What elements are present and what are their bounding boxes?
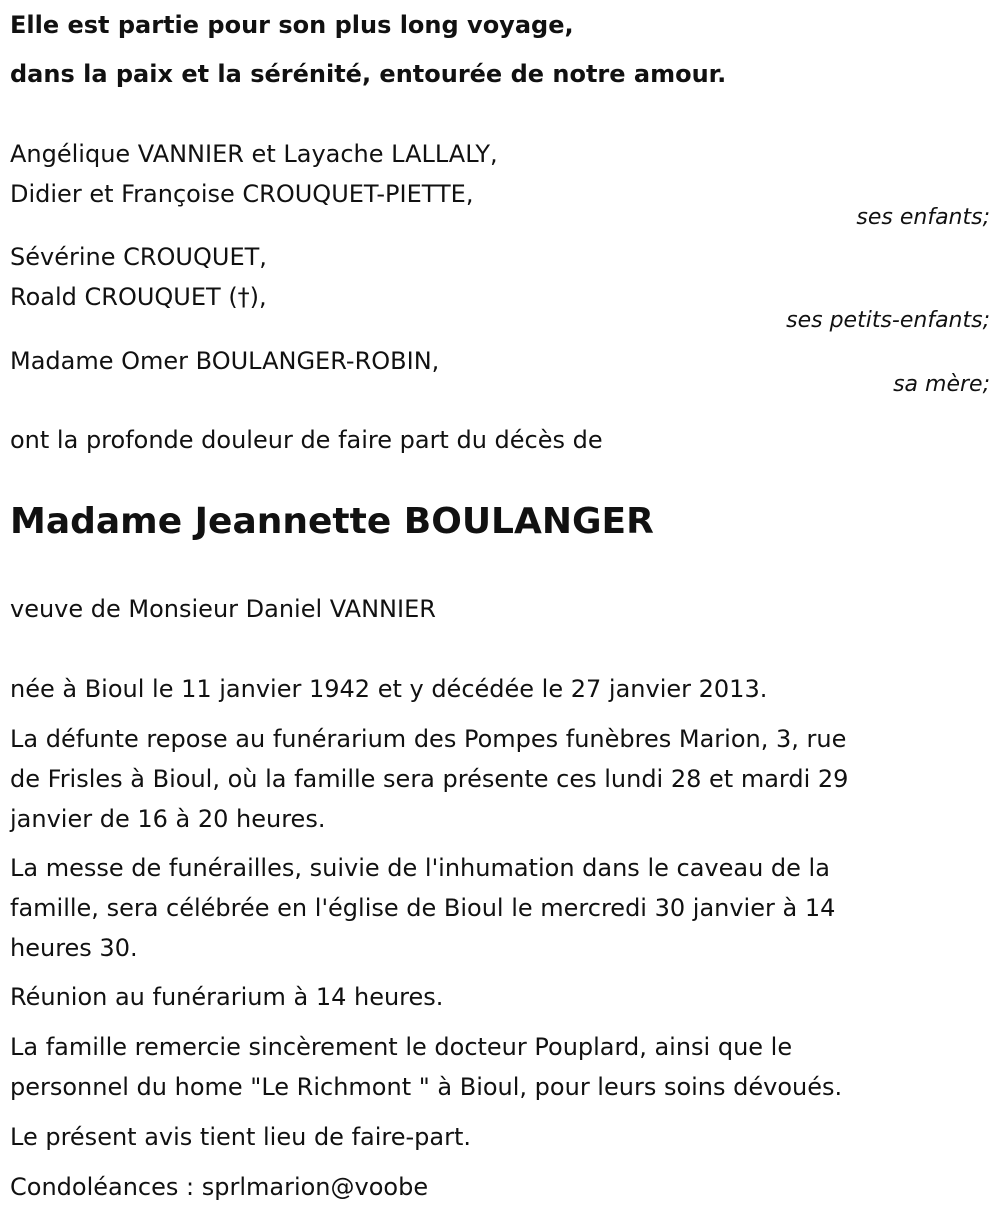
condolences-paragraph [10, 1167, 980, 1207]
child-name: Didier et Françoise CROUQUET-PIETTE, [10, 180, 474, 208]
thanks-line: personnel du home "Le Richmont " à Bioul, pour leurs soins dévoués. [10, 1073, 843, 1101]
meeting-paragraph [10, 977, 980, 1017]
funeral-line: La messe de funérailles, suivie de l'inhumation dans le caveau de la [10, 854, 830, 882]
meeting-line: Réunion au funérarium à 14 heures. [10, 983, 444, 1011]
grandchild-name: Sévérine CROUQUET, [10, 243, 267, 271]
thanks-line: La famille remercie sincèrement le docteur Pouplard, ainsi que le [10, 1033, 793, 1061]
mother-name: Madame Omer BOULANGER-ROBIN, [10, 347, 440, 375]
children-role: ses enfants; [856, 205, 990, 230]
notice-line: Le présent avis tient lieu de faire-part. [10, 1123, 472, 1151]
funeral-line: famille, sera célébrée en l'église de Bioul le mercredi 30 janvier à 14 [10, 894, 836, 922]
notice-paragraph [10, 1117, 980, 1157]
grandchildren-role: ses petits-enfants; [786, 308, 990, 333]
viewing-line: de Frisles à Bioul, où la famille sera présente ces lundi 28 et mardi 29 [10, 765, 849, 793]
viewing-line: janvier de 16 à 20 heures. [10, 805, 326, 833]
announcement-text: ont la profonde douleur de faire part du décès de [10, 426, 603, 454]
thanks-paragraph [10, 1027, 980, 1107]
funeral-paragraph [10, 848, 980, 968]
intro-line-2: dans la paix et la sérénité, entourée de notre amour. [10, 60, 727, 88]
child-name: Angélique VANNIER et Layache LALLALY, [10, 140, 498, 168]
deceased-name: Madame Jeannette BOULANGER [10, 501, 654, 542]
condolences-line: Condoléances : sprlmarion@voobe [10, 1173, 429, 1201]
widow-of-text: veuve de Monsieur Daniel VANNIER [10, 595, 436, 623]
viewing-line: La défunte repose au funérarium des Pompes funèbres Marion, 3, rue [10, 725, 847, 753]
intro-line-1: Elle est partie pour son plus long voyage, [10, 11, 574, 39]
grandchild-name: Roald CROUQUET (†), [10, 283, 267, 311]
funeral-line: heures 30. [10, 934, 138, 962]
birth-death-text: née à Bioul le 11 janvier 1942 et y décédée le 27 janvier 2013. [10, 675, 768, 703]
viewing-paragraph [10, 719, 980, 839]
mother-role: sa mère; [893, 372, 990, 397]
